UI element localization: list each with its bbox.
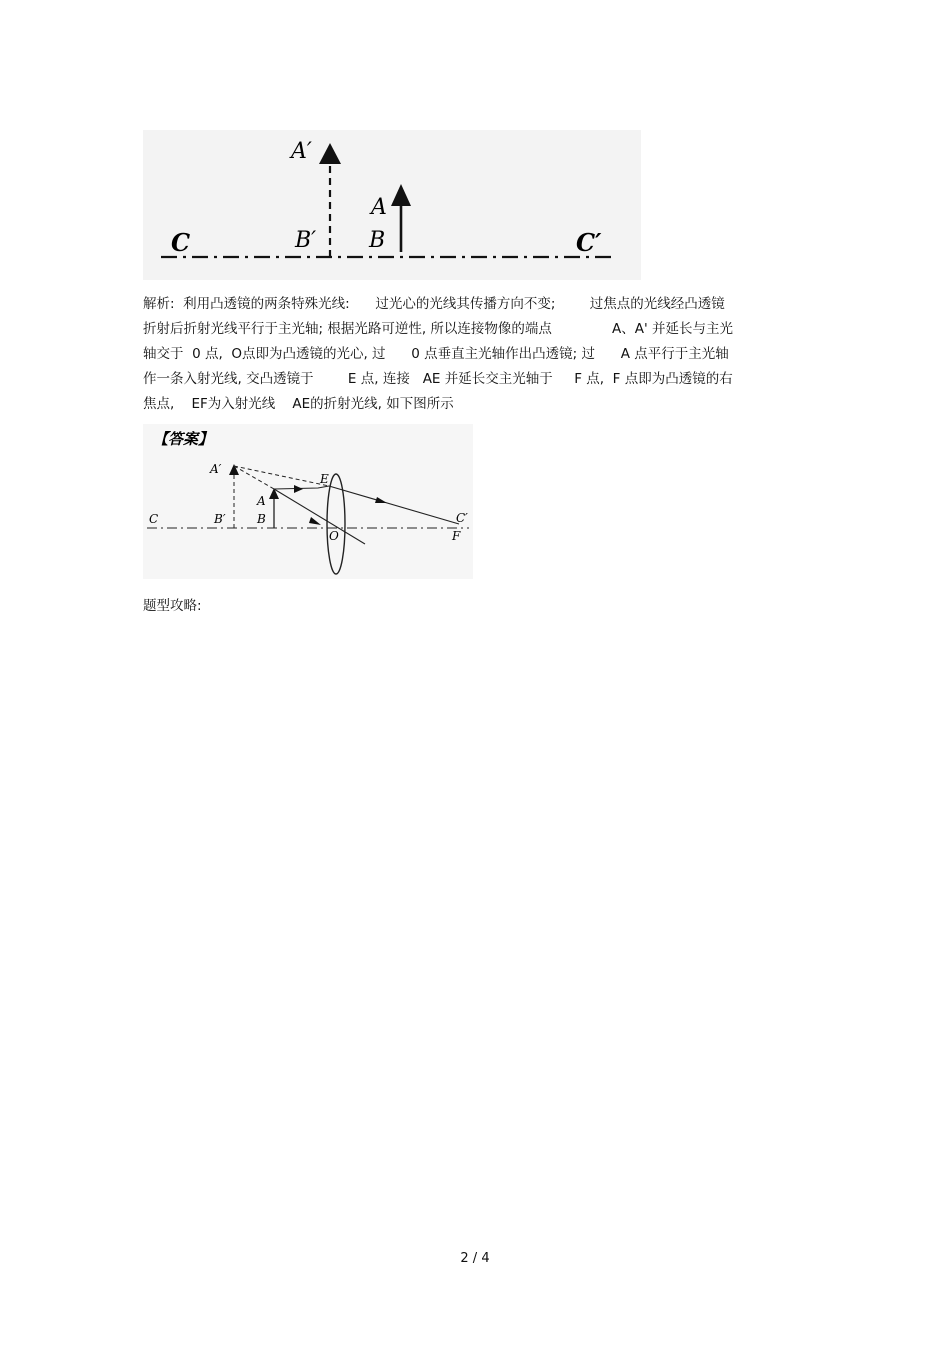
label-a: A [257,494,266,508]
label-b: B [257,512,266,526]
label-a: A [371,195,387,220]
analysis-line: 折射后折射光线平行于主光轴; 根据光路可逆性, 所以连接物像的端点 A、A' 并延长与主光 [143,321,733,337]
page-number: 2 / 4 [460,1251,490,1266]
label-c: C [171,228,191,257]
label-f: F [452,529,461,543]
analysis-line: 解析: 利用凸透镜的两条特殊光线: 过光心的光线其传播方向不变; 过焦点的光线经凸透镜 [143,296,725,312]
section-heading: 题型攻略: [143,598,202,614]
label-c-prime: C′ [576,228,602,257]
label-b-prime: B′ [295,228,317,253]
label-e: E [320,472,329,486]
figure-object-image [143,130,641,280]
label-b-prime: B′ [214,512,226,526]
analysis-paragraph [143,292,803,417]
answer-title: 【答案】 [153,430,214,448]
analysis-line: 焦点, EF为入射光线 AE的折射光线, 如下图所示 [143,396,454,412]
label-c-prime: C′ [456,511,468,525]
label-b: B [369,228,386,253]
analysis-line: 轴交于 0 点, O点即为凸透镜的光心, 过 0 点垂直主光轴作出凸透镜; 过 A 点平行于主光轴 [143,346,729,362]
label-c: C [149,512,159,526]
label-o: O [329,529,339,543]
figure-answer-image [143,424,473,579]
label-a-prime: A′ [291,139,312,164]
analysis-line: 作一条入射光线, 交凸透镜于 E 点, 连接 AE 并延长交主光轴于 F 点, F 点即为凸透镜的右 [143,371,733,387]
label-a-prime: A′ [210,462,222,476]
